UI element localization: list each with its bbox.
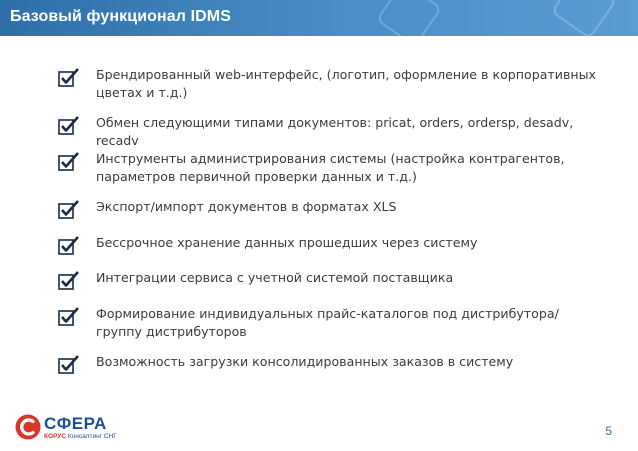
list-item [58, 114, 598, 150]
list-item [58, 234, 598, 255]
slide-header [0, 0, 638, 36]
logo-subtitle [44, 433, 117, 440]
company-logo [14, 413, 124, 443]
list-item-text: Обмен следующими типами документов: pricat, orders, ordersp, desadv, recadv [96, 115, 574, 148]
checkbox-checked-icon [58, 354, 80, 374]
sfera-logo-icon [14, 413, 42, 441]
header-decoration [551, 0, 618, 36]
checkbox-checked-icon [58, 151, 80, 171]
logo-wordmark: СФЕРА [44, 414, 107, 433]
list-item-text: Формирование индивидуальных прайс-каталогов под дистрибутора/группу дистрибуторов [96, 306, 559, 339]
list-item-text: Инструменты администрирования системы (настройка контрагентов, параметров первичной проверки данных и т.д.) [96, 151, 565, 184]
logo-sub-brand: КОРУС [44, 433, 67, 440]
list-item-text: Экспорт/импорт документов в форматах XLS [96, 199, 397, 214]
list-item-text: Возможность загрузки консолидированных заказов в систему [96, 354, 514, 369]
list-item [58, 353, 598, 374]
header-decoration [376, 0, 443, 36]
list-item [58, 305, 598, 341]
checkbox-checked-icon [58, 67, 80, 87]
page-number: 5 [605, 424, 612, 438]
list-item-text: Интеграции сервиса с учетной системой поставщика [96, 270, 454, 285]
list-item [58, 269, 598, 290]
checkbox-checked-icon [58, 306, 80, 326]
list-item-text: Бессрочное хранение данных прошедших через систему [96, 235, 478, 250]
logo-sub-rest: Консалтинг СНГ [67, 433, 117, 440]
checkbox-checked-icon [58, 235, 80, 255]
list-item [58, 150, 598, 186]
checkbox-checked-icon [58, 270, 80, 290]
checkbox-checked-icon [58, 115, 80, 135]
slide-title: Базовый функционал IDMS [10, 8, 231, 25]
checkbox-checked-icon [58, 199, 80, 219]
list-item [58, 198, 598, 219]
list-item [58, 66, 598, 102]
list-item-text: Брендированный web-интерфейс, (логотип, оформление в корпоративных цветах и т.д.) [96, 67, 597, 100]
